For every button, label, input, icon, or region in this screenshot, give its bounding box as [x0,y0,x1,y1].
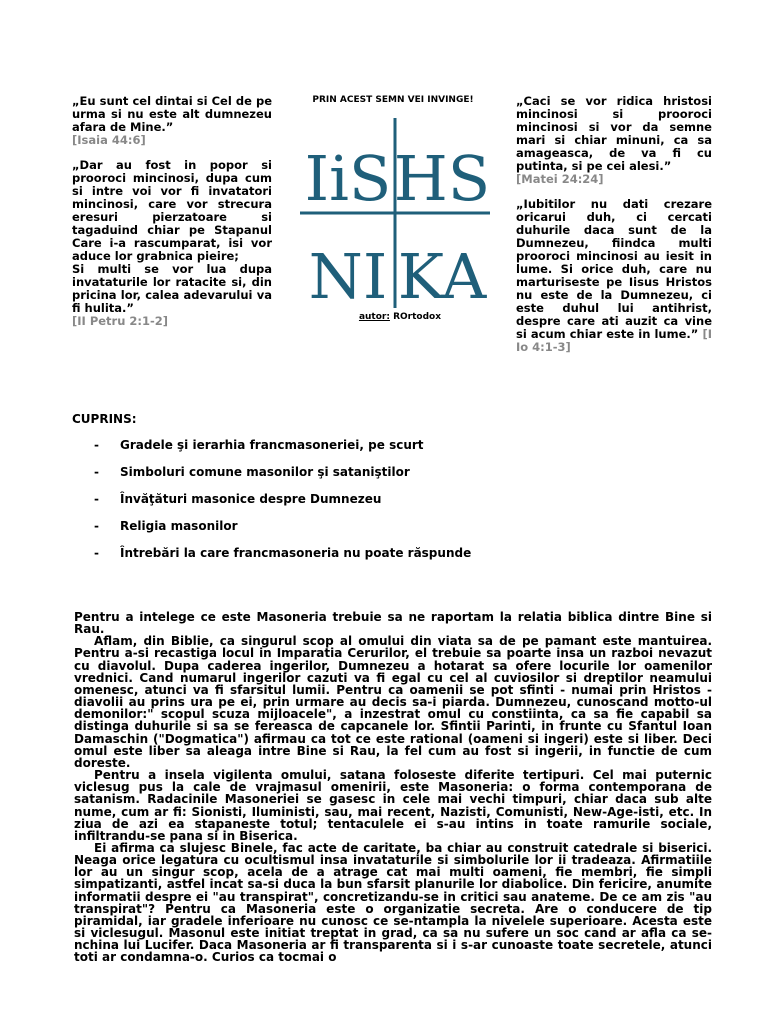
toc-item [94,546,471,560]
article-body [74,611,712,964]
reference-petru: [II Petru 2:1-2] [72,314,169,328]
body-paragraph: Pentru a insela vigilenta omului, satana foloseste diferite tertipuri. Cel mai puternic viclesug pus la cale de vrajmasul omenirii, este Masoneria: o forma contemporana de satanism. Radacinile Masoneriei se gasesc in cele mai vechi timpuri, chiar daca sub alte nume, cum ar fi: Sionisti, Iluministi, sau, mai recent, Nazisti, Comunisti, New-Age-isti, etc. In ziua de azi ea stapaneste totul; tentaculele ei s-au intins in toate ramurile sociale, infiltrandu-se pana si in Biserica. [74,768,712,843]
author-line [330,312,470,322]
toc-bullet: - [94,492,99,506]
quote-petru-continued: Si multi se vor lua dupa invataturile lor ratacite si, din pricina lor, calea adevarului va fi hulita.” [72,262,272,315]
toc-heading: CUPRINS: [72,412,137,426]
toc-item-label: Învăţături masonice despre Dumnezeu [120,492,382,506]
toc-item [94,438,424,452]
body-paragraph: Aflam, din Biblie, ca singurul scop al omului din viata sa de pe pamant este mantuirea. Pentru a-si recastiga locul in Imparatia Cerurilor, el trebuie sa poarte insa un razboi nevazut cu diavolul. Dupa caderea ingerilor, Dumnezeu a hotarat sa ofere locurile lor oamenilor vrednici. Cand numarul ingerilor cazuti va fi egal cu cel al cuviosilor si dreptilor neamului omenesc, atunci va fi sfarsitul lumii. Pentru ca oamenii se pot sfinti - numai prin Hristos - diavolii au prins ura pe ei, prin urmare au decis sa-i piarda. Dumnezeu, cunoscand motto-ul demonilor:" scopul scuza mijloacele", a inzestrat omul cu constiinta, ca sa fie capabil sa distinga duhurile si sa se fereasca de capcanele lor. Sfintii Parinti, in frunte cu Sfantul Ioan Damaschin ("Dogmatica") afirmau ca tot ce este rational (oameni si ingeri) este si liber. Deci omul este liber sa aleaga intre Bine si Rau, la fel cum au fost si ingerii, in functie de cum doreste. [74,634,712,770]
quote-ioan [516,198,712,354]
cross-text-ka: KA [397,240,487,308]
body-paragraph-intro: Pentru a intelege ce este Masoneria trebuie sa ne raportam la relatia biblica dintre Bine si Rau. [74,610,712,637]
body-paragraph: Ei afirma ca slujesc Binele, fac acte de caritate, ba chiar au construit catedrale si biserici. Neaga orice legatura cu ocultismul insa invataturile si simbolurile lor ii tradeaza. Afirmatiile lor au un singur scop, acela de a atrage cat mai multi oameni, fie membri, fie simpli simpatizanti, astfel incat sa-si duca la bun sfarsit planurile lor diabolice. Din fericire, anumite informatii despre ei "au transpirat", concretizandu-se in critici sau anateme. De ce am zis "au transpirat"? Pentru ca Masoneria este o organizatie secreta. Are o conducere de tip piramidal, iar gradele inferioare nu cunosc ce se-ntampla la nivelele superioare. Acesta este si viclesugul. Masonul este initiat treptat in grad, ca sa nu sufere un soc cand ar afla ca se-nchina lui Lucifer. Daca Masoneria ar fi transparenta si i s-ar cunoaste toate secretele, atunci toti ar condamna-o. Curios ca tocmai o [74,840,712,965]
toc-bullet: - [94,438,99,452]
toc-bullet: - [94,519,99,533]
toc-item [94,465,410,479]
left-quote-column [72,95,272,328]
toc-item [94,519,238,533]
author-label: autor: [358,312,390,322]
ic-xc-nika-cross [300,118,490,308]
toc-item-label: Gradele şi ierarhia francmasoneriei, pe scurt [120,438,424,452]
toc-item-label: Religia masonilor [120,519,238,533]
toc-bullet: - [94,546,99,560]
toc-item-label: Simboluri comune masonilor şi sataniştilor [120,465,410,479]
cross-text-hs: HS [393,142,490,215]
cross-motto: PRIN ACEST SEMN VEI INVINGE! [312,95,474,105]
quote-isaia: „Eu sunt cel dintai si Cel de pe urma si nu este alt dumnezeu afara de Mine.” [72,94,272,134]
quote-matei: „Caci se vor ridica hristosi mincinosi si prooroci mincinosi si vor da semne mari si chiar minuni, ca sa amageasca, de va fi cu putinta, si pe cei alesi.” [516,94,712,173]
reference-isaia: [Isaia 44:6] [72,133,146,147]
toc-item [94,492,381,506]
cross-text-ni: NI [308,240,388,308]
quote-petru: „Dar au fost in popor si prooroci mincinosi, dupa cum si intre voi vor fi invatatori mincinosi, care vor strecura eresuri pierzatoare si tagaduind chiar pe Stapanul Care i-a rascumparat, isi vor aduce lor grabnica pieire; [72,158,272,263]
author-name: ROrtodox [389,312,442,322]
right-quote-column [516,95,712,354]
reference-matei: [Matei 24:24] [516,172,604,186]
toc-bullet: - [94,465,99,479]
cross-text-iis: IiS [304,142,392,215]
quote-ioan-text: „Iubitilor nu dati crezare oricarui duh, ci cercati duhurile daca sunt de la Dumnezeu, fiindca multi prooroci mincinosi au iesit in lume. Si orice duh, care nu marturiseste pe Iisus Hristos nu este de la Dumnezeu, ci este duhul lui antihrist, despre care ati auzit ca vine si acum chiar este in lume.” [516,197,712,341]
reference-ioan: [I Io 4:1-3] [516,327,712,354]
toc-item-label: Întrebări la care francmasoneria nu poate răspunde [120,546,472,560]
